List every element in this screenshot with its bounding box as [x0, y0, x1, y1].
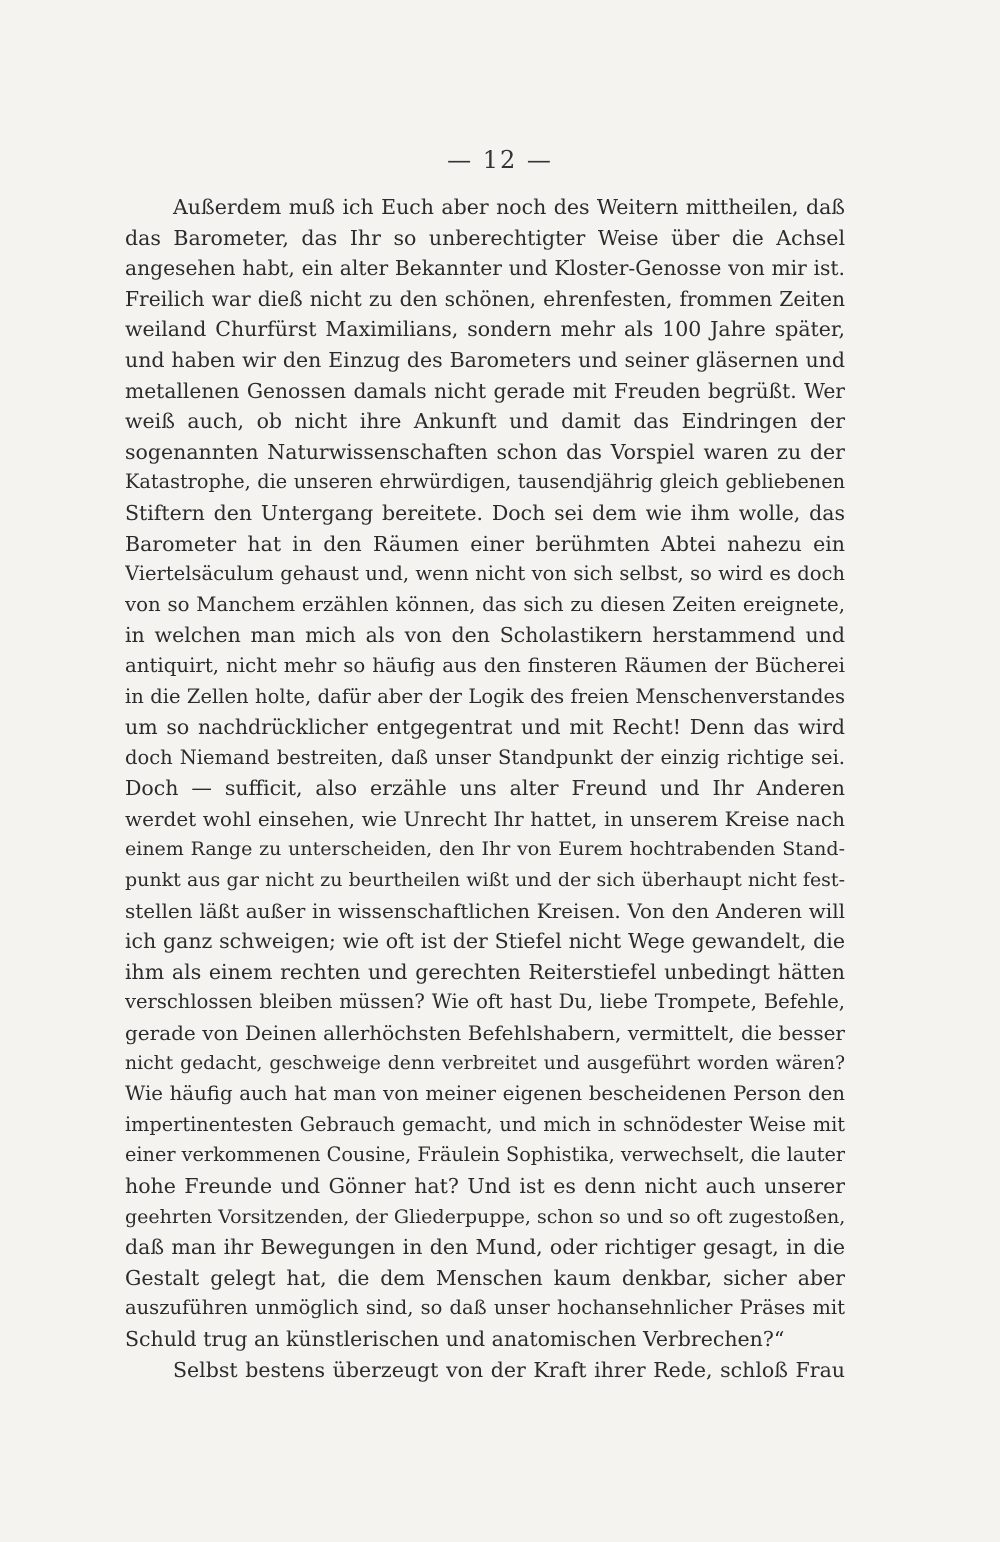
- text-line: Schuld trug an künstlerischen und anatomischen Verbrechen?“: [125, 1326, 785, 1351]
- text-line: einer verkommenen Cousine, Fräulein Sophistika, verwechselt, die lauter: [125, 1143, 845, 1167]
- page-number: — 12 —: [447, 146, 553, 174]
- text-line: und haben wir den Einzug des Barometers und seiner gläsernen und: [125, 347, 845, 372]
- text-line: antiquirt, nicht mehr so häufig aus den finsteren Räumen der Bücherei: [125, 653, 845, 677]
- text-line: von so Manchem erzählen können, das sich zu diesen Zeiten ereignete,: [125, 592, 845, 616]
- text-line: Selbst bestens überzeugt von der Kraft ihrer Rede, schloß Frau: [173, 1357, 845, 1382]
- text-line: verschlossen bleiben müssen? Wie oft hast Du, liebe Trompete, Befehle,: [125, 990, 845, 1014]
- text-line: doch Niemand bestreiten, daß unser Standpunkt der einzig richtige sei.: [125, 745, 845, 769]
- text-line: weiland Churfürst Maximilians, sondern mehr als 100 Jahre später,: [125, 317, 845, 342]
- text-line: geehrten Vorsitzenden, der Gliederpuppe, schon so und so oft zugestoßen,: [125, 1205, 845, 1228]
- text-line: daß man ihr Bewegungen in den Mund, oder richtiger gesagt, in die: [125, 1235, 845, 1260]
- text-line: das Barometer, das Ihr so unberechtigter Weise über die Achsel: [125, 225, 845, 250]
- text-line: ihm als einem rechten und gerechten Reiterstiefel unbedingt hätten: [125, 959, 845, 984]
- text-line: einem Range zu unterscheiden, den Ihr von Eurem hochtrabenden Stand-: [125, 838, 845, 861]
- text-line: Viertelsäculum gehaust und, wenn nicht von sich selbst, so wird es doch: [125, 562, 845, 586]
- text-line: angesehen habt, ein alter Bekannter und Kloster-Genosse von mir ist.: [125, 256, 845, 281]
- text-line: Katastrophe, die unseren ehrwürdigen, tausendjährig gleich gebliebenen: [125, 470, 845, 494]
- text-line: nicht gedacht, geschweige denn verbreitet und ausgeführt worden wären?: [125, 1052, 845, 1074]
- text-line: metallenen Genossen damals nicht gerade mit Freuden begrüßt. Wer: [125, 378, 845, 403]
- text-line: auszuführen unmöglich sind, so daß unser hochansehnlicher Präses mit: [125, 1296, 845, 1320]
- text-line: Freilich war dieß nicht zu den schönen, ehrenfesten, frommen Zeiten: [125, 286, 845, 311]
- text-line: ich ganz schweigen; wie oft ist der Stiefel nicht Wege gewandelt, die: [125, 929, 845, 954]
- text-line: stellen läßt außer in wissenschaftlichen Kreisen. Von den Anderen will: [125, 898, 845, 923]
- text-line: in die Zellen holte, dafür aber der Logik des freien Menschenverstandes: [125, 684, 845, 708]
- text-line: Wie häufig auch hat man von meiner eigenen bescheidenen Person den: [125, 1082, 845, 1106]
- text-line: punkt aus gar nicht zu beurtheilen wißt und der sich überhaupt nicht fest-: [125, 869, 845, 892]
- text-line: hohe Freunde und Gönner hat? Und ist es denn nicht auch unserer: [125, 1174, 845, 1198]
- text-line: impertinentesten Gebrauch gemacht, und mich in schnödester Weise mit: [125, 1112, 845, 1136]
- body-text: [125, 192, 845, 1385]
- text-line: sogenannten Naturwissenschaften schon das Vorspiel waren zu der: [125, 439, 845, 464]
- text-line: Außerdem muß ich Euch aber noch des Weitern mittheilen, daß: [173, 195, 845, 219]
- text-line: Stiftern den Untergang bereitete. Doch sei dem wie ihm wolle, das: [125, 500, 845, 525]
- text-line: in welchen man mich als von den Scholastikern herstammend und: [125, 623, 845, 648]
- text-line: gerade von Deinen allerhöchsten Befehlshabern, vermittelt, die besser: [125, 1021, 845, 1046]
- text-line: werdet wohl einsehen, wie Unrecht Ihr hattet, in unserem Kreise nach: [125, 806, 845, 831]
- text-line: Gestalt gelegt hat, die dem Menschen kaum denkbar, sicher aber: [125, 1265, 845, 1290]
- text-line: Barometer hat in den Räumen einer berühmten Abtei nahezu ein: [125, 531, 845, 556]
- text-line: Doch — sufficit, also erzähle uns alter Freund und Ihr Anderen: [125, 776, 845, 801]
- text-line: um so nachdrücklicher entgegentrat und mit Recht! Denn das wird: [125, 715, 845, 740]
- text-line: weiß auch, ob nicht ihre Ankunft und damit das Eindringen der: [125, 409, 845, 434]
